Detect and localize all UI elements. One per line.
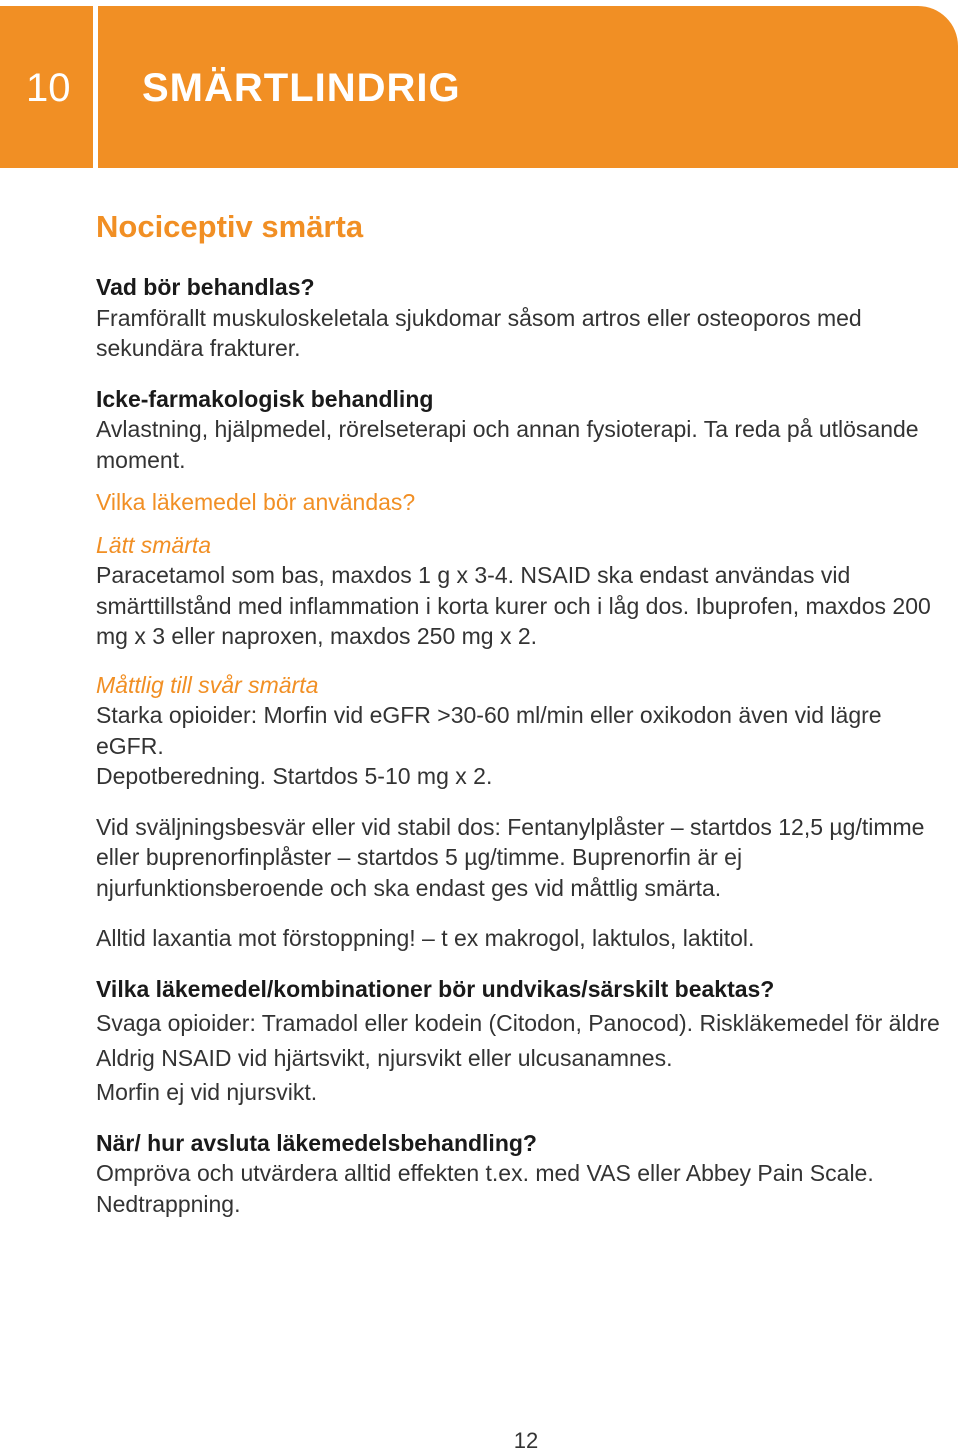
mild-pain-text: Paracetamol som bas, maxdos 1 g x 3-4. NSAID ska endast användas vid smärttillstånd med inflammation i korta kurer och i låg dos. Ibuprofen, maxdos 200 mg x 3 eller naproxen, maxdos 250 mg x 2. bbox=[96, 562, 931, 649]
chapter-number: 10 bbox=[26, 66, 71, 110]
laxative-text: Alltid laxantia mot förstoppning! – t ex makrogol, laktulos, laktitol. bbox=[96, 925, 755, 951]
avoid-item-2: Aldrig NSAID vid hjärtsvikt, njursvikt eller ulcusanamnes. bbox=[96, 1044, 673, 1071]
avoid-item-1: Svaga opioider: Tramadol eller kodein (Citodon, Panocod). Riskläkemedel för äldre bbox=[96, 1010, 940, 1036]
non-pharmacological-text: Avlastning, hjälpmedel, rörelseterapi och annan fysioterapi. Ta reda på utlösande moment. bbox=[96, 416, 919, 473]
moderate-pain-heading: Måttlig till svår smärta bbox=[96, 671, 319, 698]
end-treatment-text-2: Nedtrappning. bbox=[96, 1190, 241, 1217]
avoid-item-3: Morfin ej vid njursvikt. bbox=[96, 1079, 318, 1105]
moderate-pain-text-2: Depotberedning. Startdos 5-10 mg x 2. bbox=[96, 763, 493, 789]
mild-pain-heading: Lätt smärta bbox=[96, 531, 212, 558]
chapter-header bbox=[0, 6, 958, 168]
non-pharmacological-heading: Icke-farmakologisk behandling bbox=[96, 385, 434, 412]
avoid-heading: Vilka läkemedel/kombinationer bör undvikas/särskilt beaktas? bbox=[96, 975, 775, 1002]
swallowing-text: Vid sväljningsbesvär eller vid stabil dos: Fentanylplåster – startdos 12,5 µg/timme eller buprenorfinplåster – startdos 5 µg/timme. Buprenorfin är ej njurfunktionsberoende och ska endast ges vid måttlig smärta. bbox=[96, 813, 925, 901]
what-to-treat-heading: Vad bör behandlas? bbox=[96, 274, 315, 300]
end-treatment-text-1: Ompröva och utvärdera alltid effekten t.ex. med VAS eller Abbey Pain Scale. bbox=[96, 1160, 874, 1186]
moderate-pain-text-1: Starka opioider: Morfin vid eGFR >30-60 ml/min eller oxikodon även vid lägre eGFR. bbox=[96, 702, 882, 759]
chapter-title-box bbox=[98, 6, 958, 168]
section-title: Nociceptiv smärta bbox=[96, 209, 364, 244]
page-number: 12 bbox=[513, 1428, 539, 1453]
which-drugs-heading: Vilka läkemedel bör användas? bbox=[96, 489, 416, 515]
what-to-treat-text: Framförallt muskuloskeletala sjukdomar såsom artros eller osteoporos med sekundära frakturer. bbox=[96, 304, 862, 361]
main-content bbox=[96, 208, 946, 1219]
chapter-title: SMÄRTLINDRIG bbox=[142, 66, 461, 110]
end-treatment-heading: När/ hur avsluta läkemedelsbehandling? bbox=[96, 1129, 537, 1156]
chapter-number-box bbox=[0, 6, 93, 168]
